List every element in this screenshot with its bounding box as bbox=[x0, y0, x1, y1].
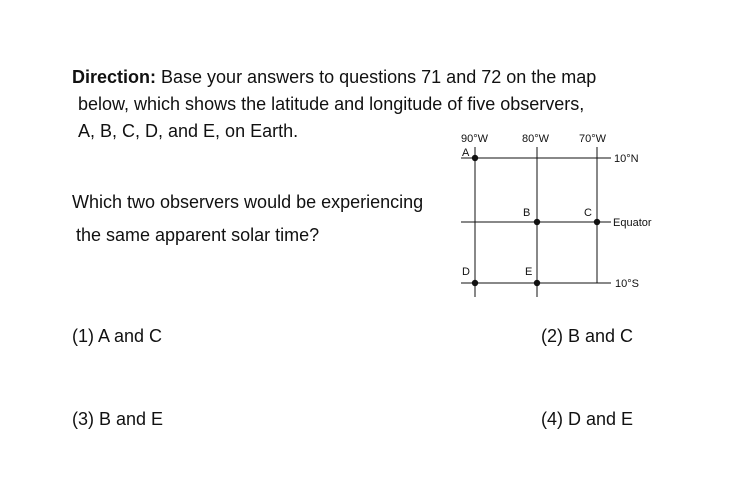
direction-line-1 bbox=[72, 64, 712, 91]
observer-label-d: D bbox=[462, 266, 470, 278]
latitude-label-10s: 10°S bbox=[615, 278, 639, 290]
observer-point-a bbox=[472, 155, 478, 161]
observer-label-e: E bbox=[525, 266, 533, 278]
observer-label-b: B bbox=[523, 207, 531, 219]
observer-label-c: C bbox=[584, 207, 592, 219]
longitude-label-80w: 80°W bbox=[522, 133, 550, 145]
latitude-label-equator: Equator bbox=[613, 217, 652, 229]
longitude-label-70w: 70°W bbox=[579, 133, 607, 145]
observer-label-a: A bbox=[462, 147, 470, 159]
latitude-label-10n: 10°N bbox=[614, 153, 639, 165]
direction-line-2: below, which shows the latitude and longitude of five observers, bbox=[78, 94, 585, 114]
direction-label: Direction: bbox=[72, 67, 157, 87]
observer-point-b bbox=[534, 219, 540, 225]
question-line-1: Which two observers would be experiencing bbox=[72, 192, 424, 212]
choice-3[interactable]: (3) B and E bbox=[72, 409, 164, 429]
choice-2[interactable]: (2) B and C bbox=[541, 326, 634, 346]
question-text bbox=[72, 186, 462, 252]
direction-line-3: A, B, C, D, and E, on Earth. bbox=[78, 121, 299, 141]
longitude-label-90w: 90°W bbox=[461, 133, 489, 145]
direction-text-1: Base your answers to questions 71 and 72 on the map bbox=[156, 67, 597, 87]
observer-point-d bbox=[472, 280, 478, 286]
observer-point-c bbox=[594, 219, 600, 225]
lat-long-map bbox=[445, 125, 675, 300]
choice-4[interactable]: (4) D and E bbox=[541, 409, 634, 429]
question-line-2: the same apparent solar time? bbox=[76, 225, 320, 245]
choice-1[interactable]: (1) A and C bbox=[72, 326, 163, 346]
observer-point-e bbox=[534, 280, 540, 286]
